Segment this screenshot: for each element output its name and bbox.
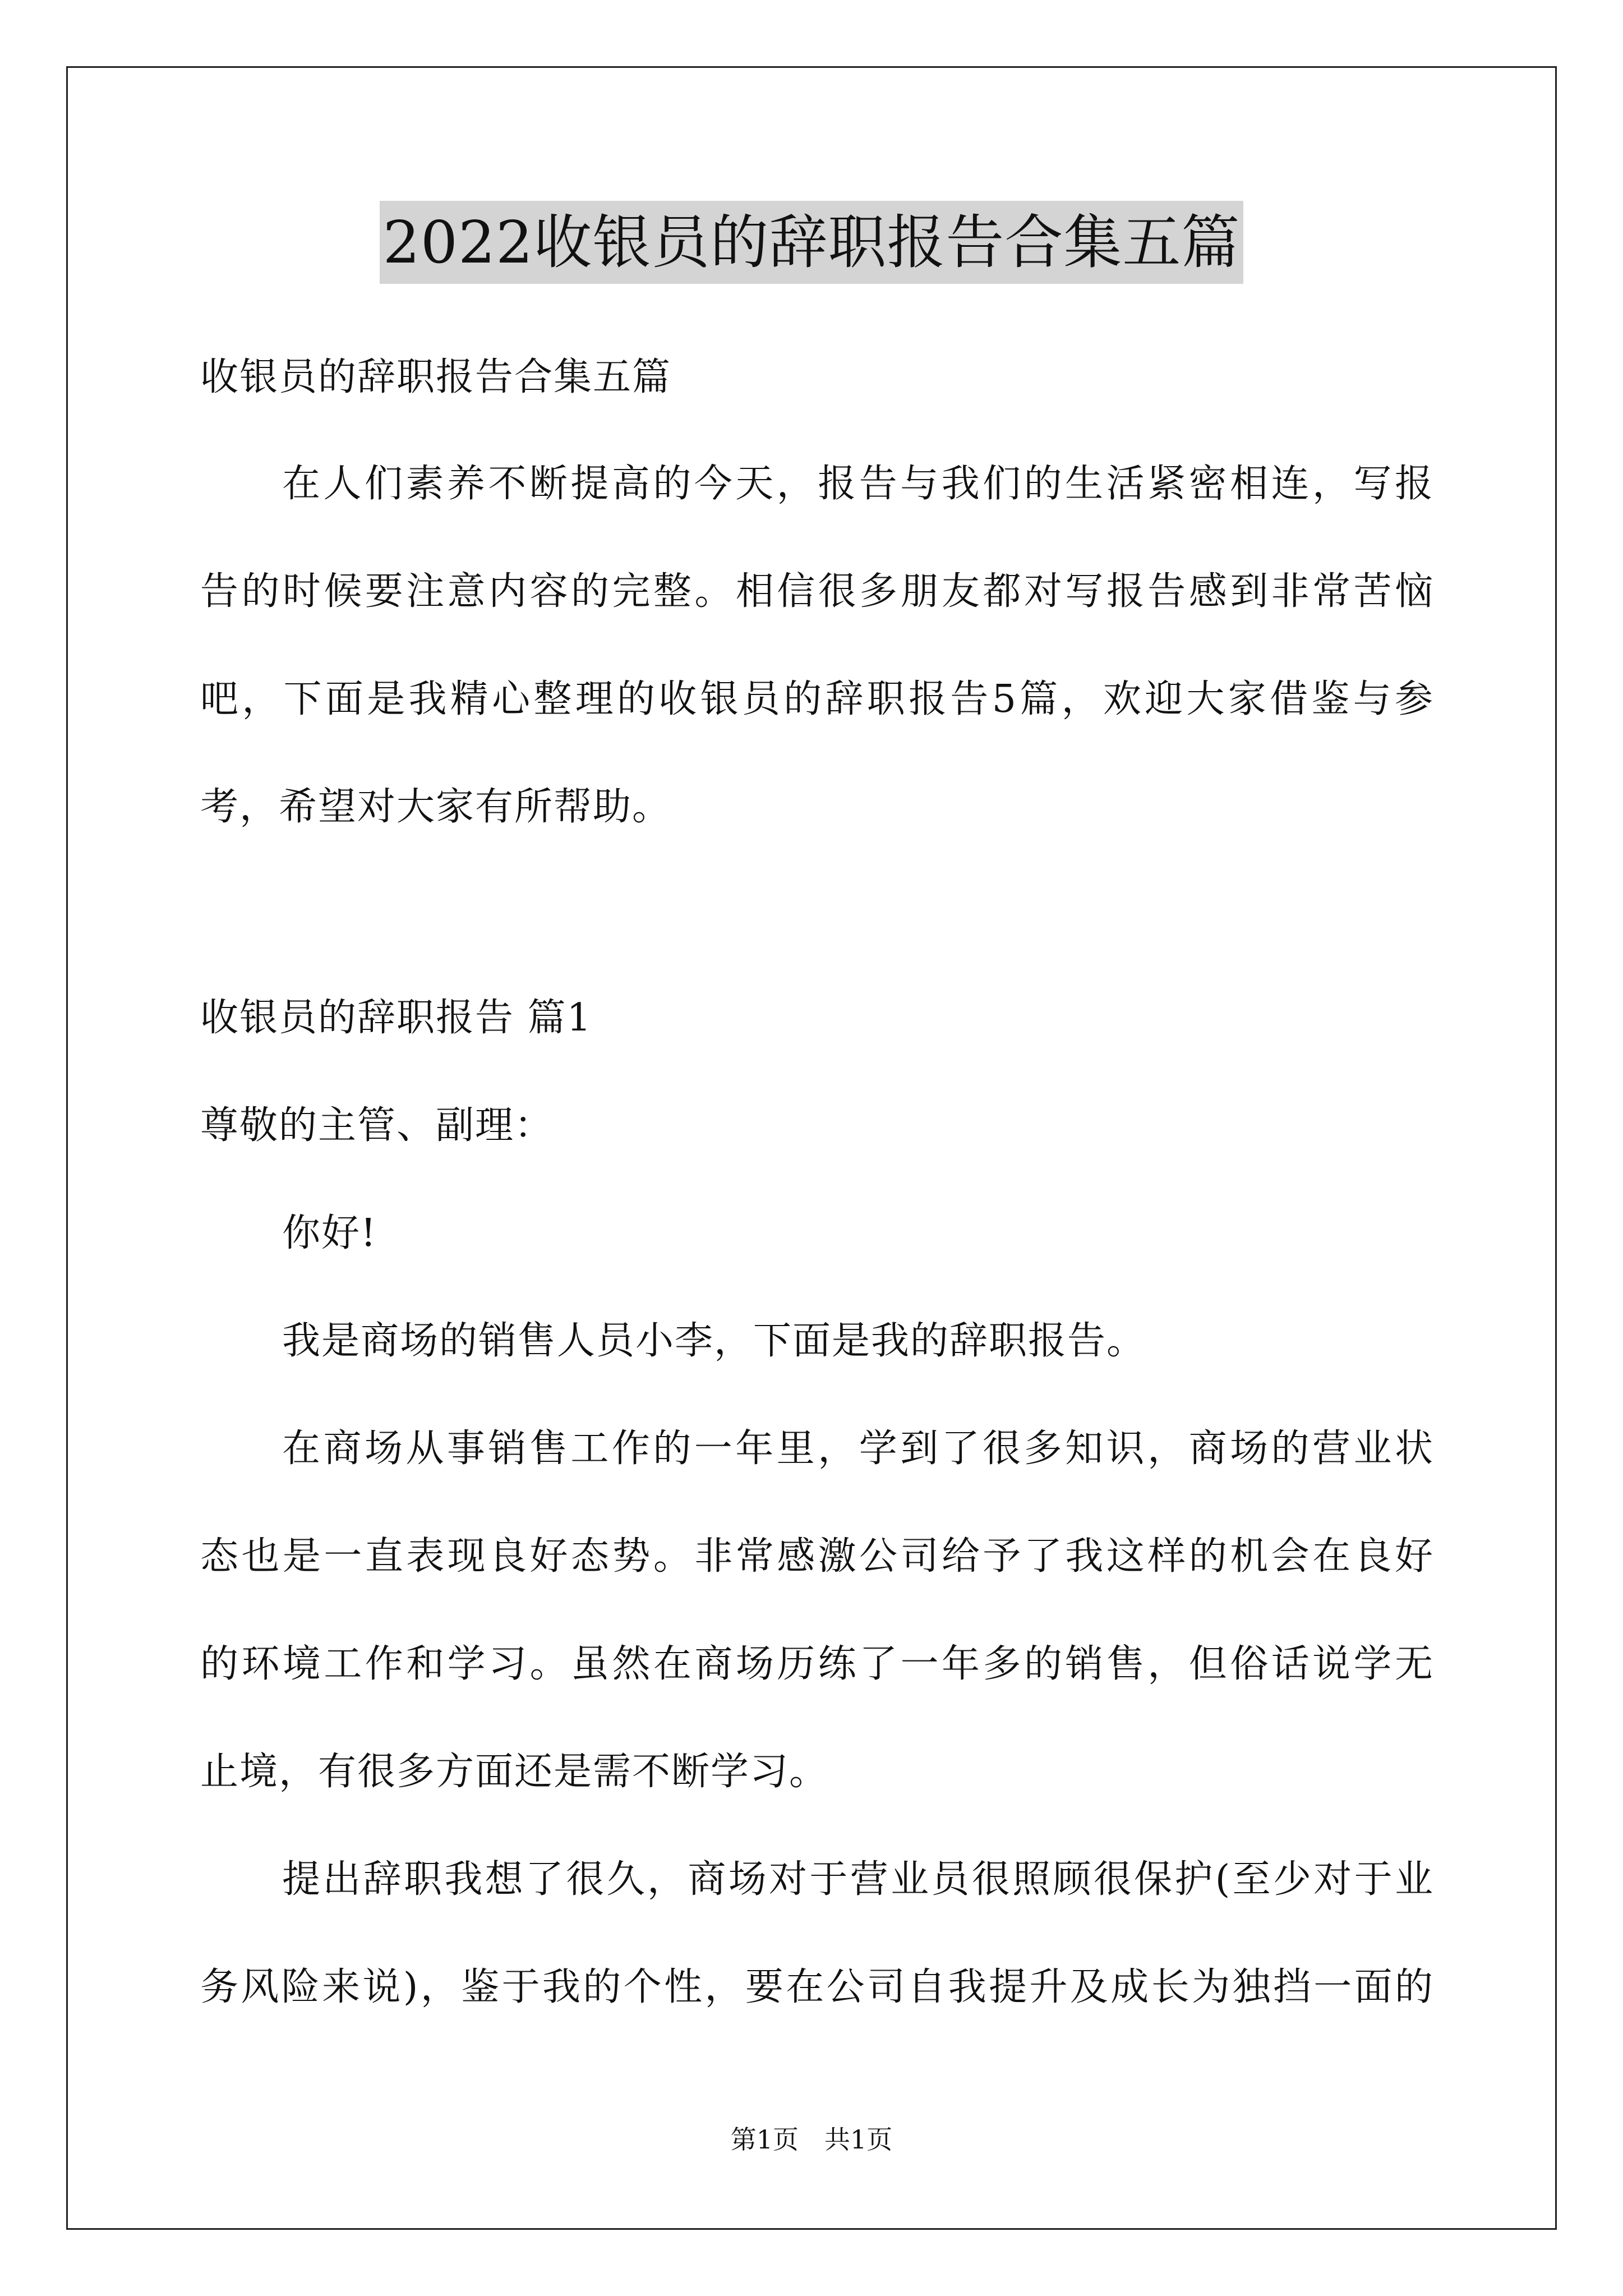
paragraph-2-line: 态也是一直表现良好态势。非常感激公司给予了我这样的机会在良好 <box>200 1534 1434 1579</box>
paragraph-3-line: 提出辞职我想了很久，商场对于营业员很照顾很保护(至少对于业 <box>282 1857 1434 1902</box>
intro-line: 告的时候要注意内容的完整。相信很多朋友都对写报告感到非常苦恼 <box>200 569 1434 614</box>
paragraph-3-line: 务风险来说)，鉴于我的个性，要在公司自我提升及成长为独挡一面的 <box>200 1965 1434 2009</box>
page-number-footer: 第1页 共1页 <box>730 2124 893 2155</box>
paragraph-2-line: 在商场从事销售工作的一年里，学到了很多知识，商场的营业状 <box>282 1427 1434 1471</box>
section-heading: 收银员的辞职报告 篇1 <box>200 996 592 1040</box>
paragraph-2-line: 的环境工作和学习。虽然在商场历练了一年多的销售，但俗话说学无 <box>200 1642 1434 1686</box>
salutation: 尊敬的主管、副理： <box>200 1103 554 1148</box>
intro-line: 考，希望对大家有所帮助。 <box>200 785 672 829</box>
paragraph-2-line: 止境，有很多方面还是需不断学习。 <box>200 1750 829 1794</box>
paragraph-1: 我是商场的销售人员小李，下面是我的辞职报告。 <box>282 1319 1146 1363</box>
intro-line: 在人们素养不断提高的今天，报告与我们的生活紧密相连，写报 <box>282 462 1434 506</box>
title-container <box>0 201 1623 284</box>
document-title: 2022收银员的辞职报告合集五篇 <box>380 201 1244 284</box>
greeting: 你好! <box>282 1211 377 1255</box>
intro-line: 吧，下面是我精心整理的收银员的辞职报告5篇，欢迎大家借鉴与参 <box>200 677 1434 721</box>
subtitle: 收银员的辞职报告合集五篇 <box>200 355 672 399</box>
